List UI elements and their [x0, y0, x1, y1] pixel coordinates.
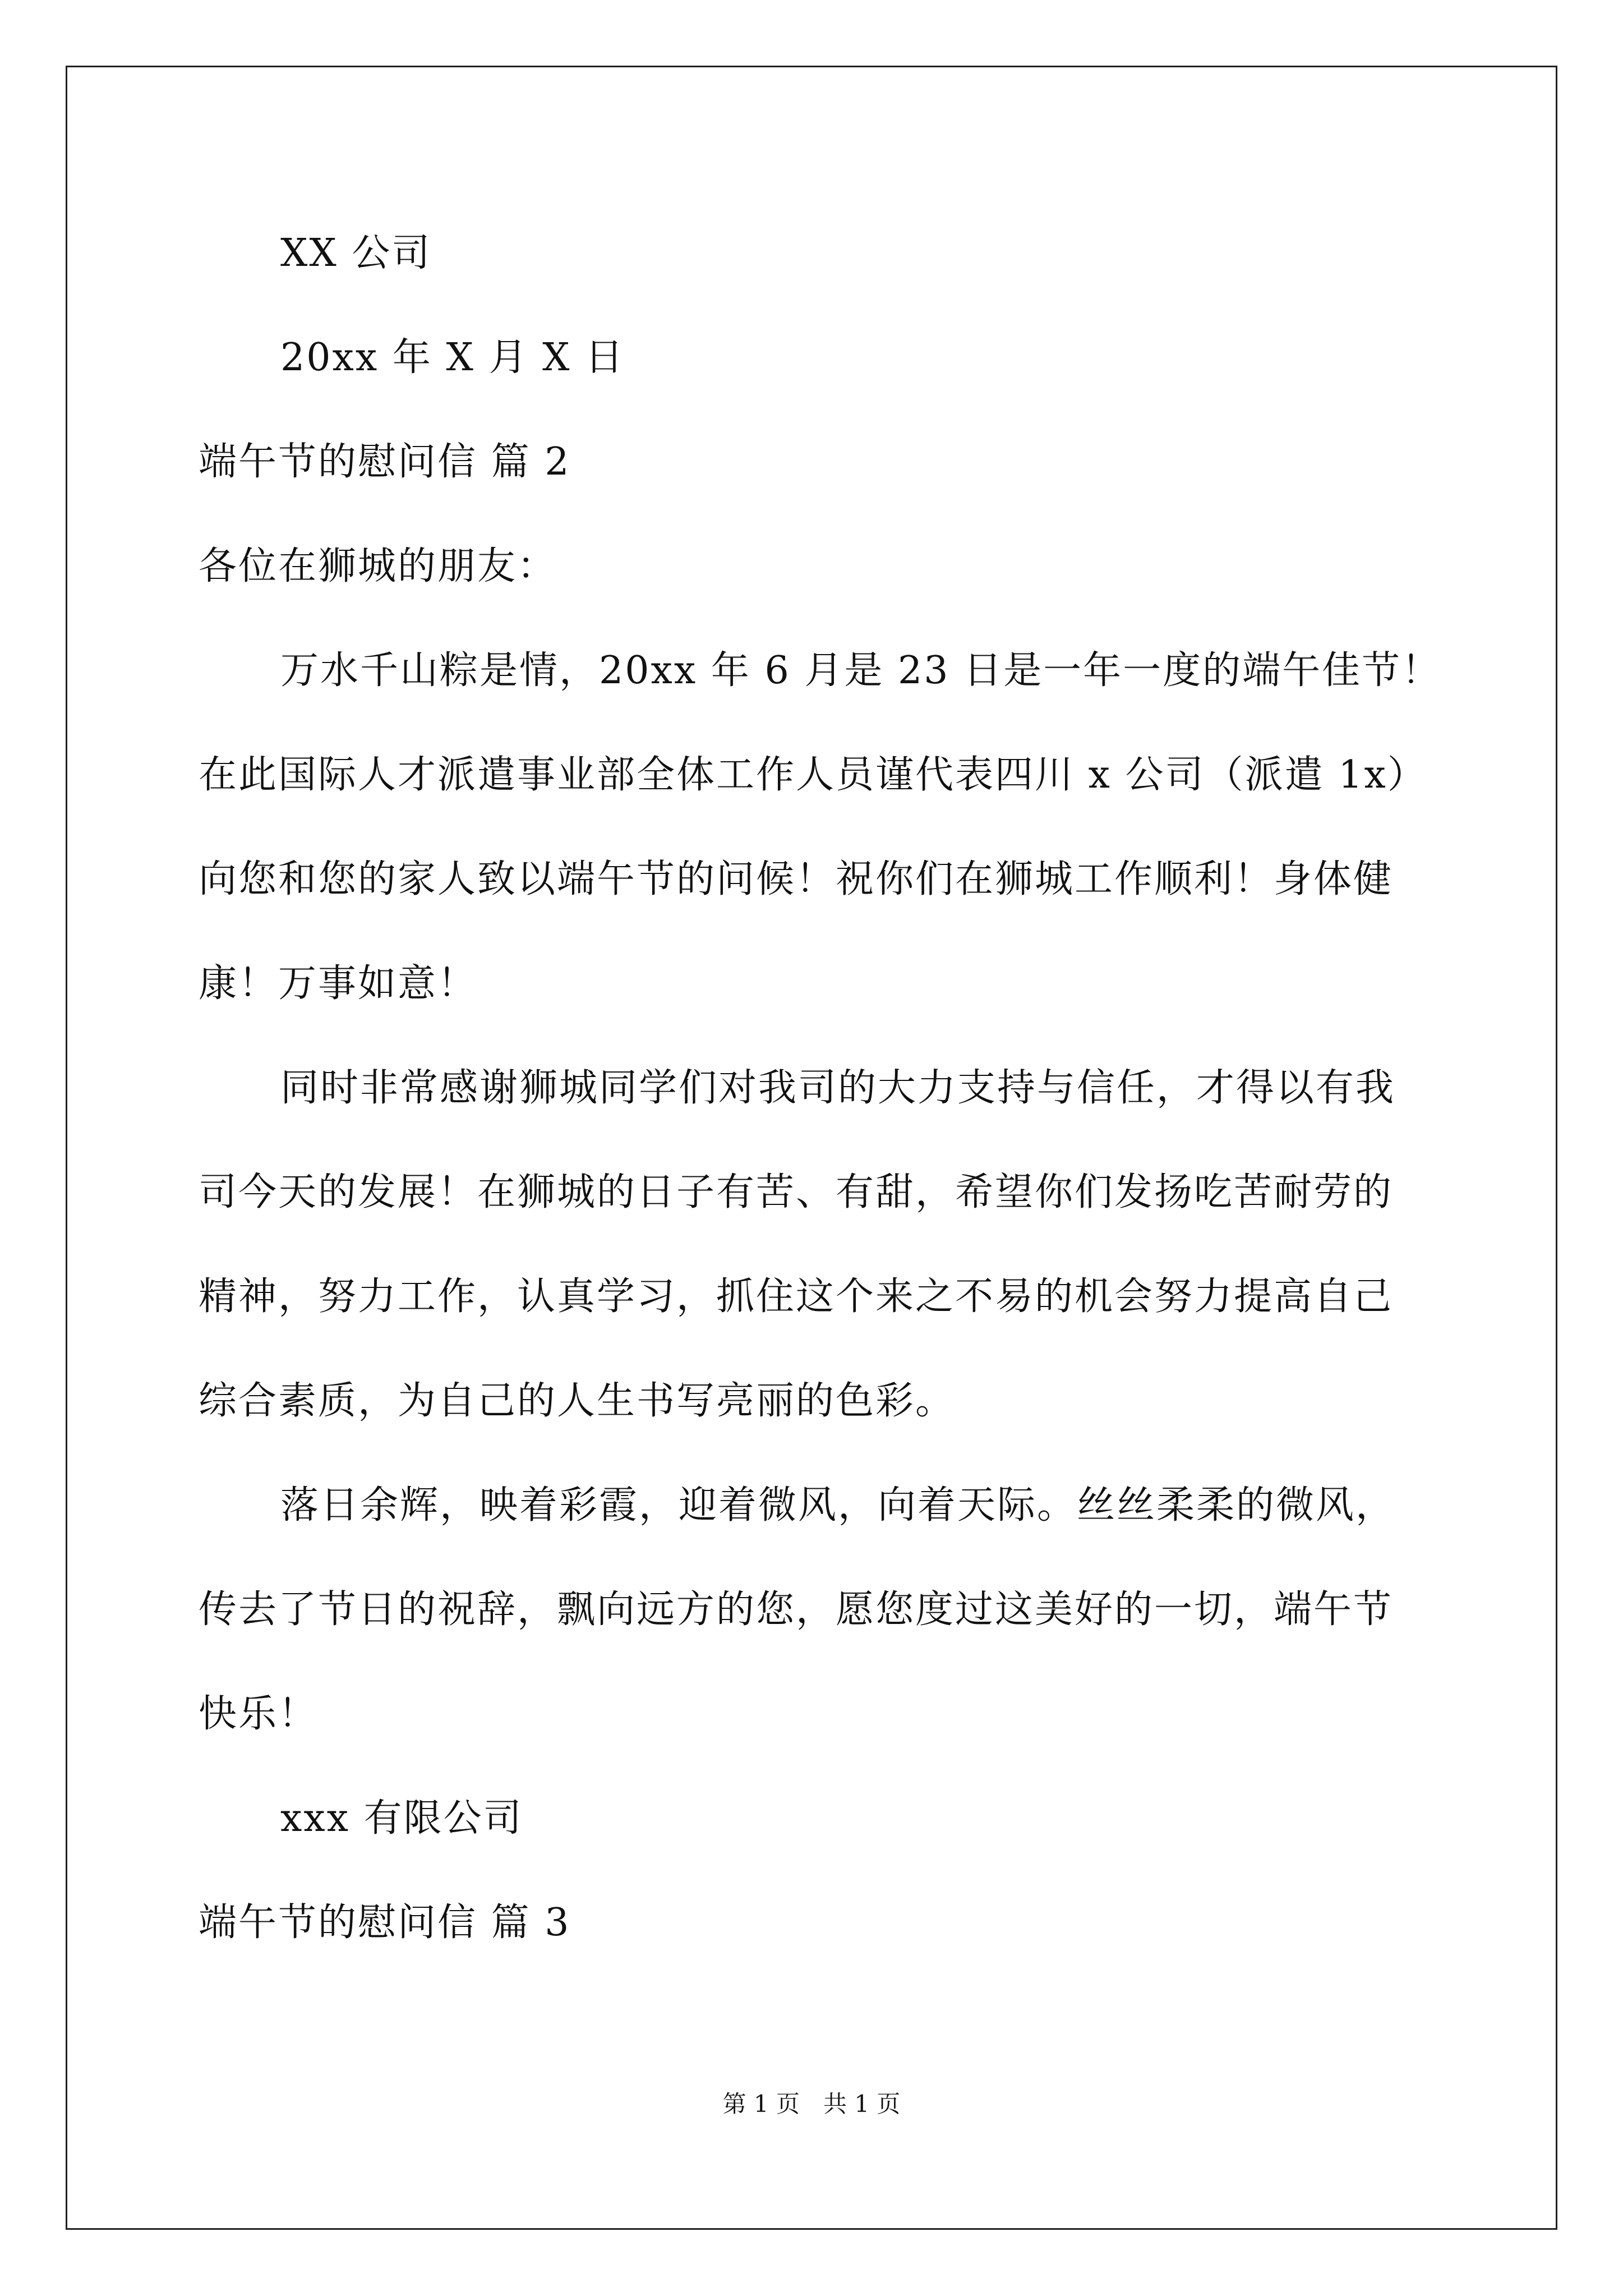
signature-company: xxx 有限公司: [280, 1796, 523, 1841]
paragraph-2-line-2: 司今天的发展！在狮城的日子有苦、有甜，希望你们发扬吃苦耐劳的: [199, 1170, 1394, 1214]
section-heading-3: 端午节的慰问信 篇 3: [199, 1901, 571, 1945]
company-name-top: XX 公司: [280, 231, 432, 275]
date-line: 20xx 年 X 月 X 日: [280, 335, 625, 380]
paragraph-1-line-1: 万水千山粽是情，20xx 年 6 月是 23 日是一年一度的端午佳节！: [280, 648, 1442, 693]
section-heading-2: 端午节的慰问信 篇 2: [199, 440, 571, 484]
paragraph-3-line-1: 落日余辉，映着彩霞，迎着微风，向着天际。丝丝柔柔的微风，: [280, 1483, 1396, 1527]
paragraph-1-line-3: 向您和您的家人致以端午节的问候！祝你们在狮城工作顺利！身体健: [199, 857, 1394, 901]
paragraph-3-line-2: 传去了节日的祝辞，飘向远方的您，愿您度过这美好的一切，端午节: [199, 1588, 1394, 1632]
paragraph-1-line-4: 康！万事如意！: [199, 961, 478, 1006]
paragraph-2-line-4: 综合素质，为自己的人生书写亮丽的色彩。: [199, 1379, 956, 1423]
paragraph-1-line-2: 在此国际人才派遣事业部全体工作人员谨代表四川 x 公司（派遣 1x）: [199, 753, 1427, 797]
page-footer: 第 1 页 共 1 页: [722, 2090, 901, 2118]
salutation: 各位在狮城的朋友：: [199, 544, 557, 588]
paragraph-2-line-3: 精神，努力工作，认真学习，抓住这个来之不易的机会努力提高自己: [199, 1274, 1394, 1319]
paragraph-2-line-1: 同时非常感谢狮城同学们对我司的大力支持与信任，才得以有我: [280, 1066, 1396, 1110]
paragraph-3-line-3: 快乐！: [199, 1692, 319, 1736]
